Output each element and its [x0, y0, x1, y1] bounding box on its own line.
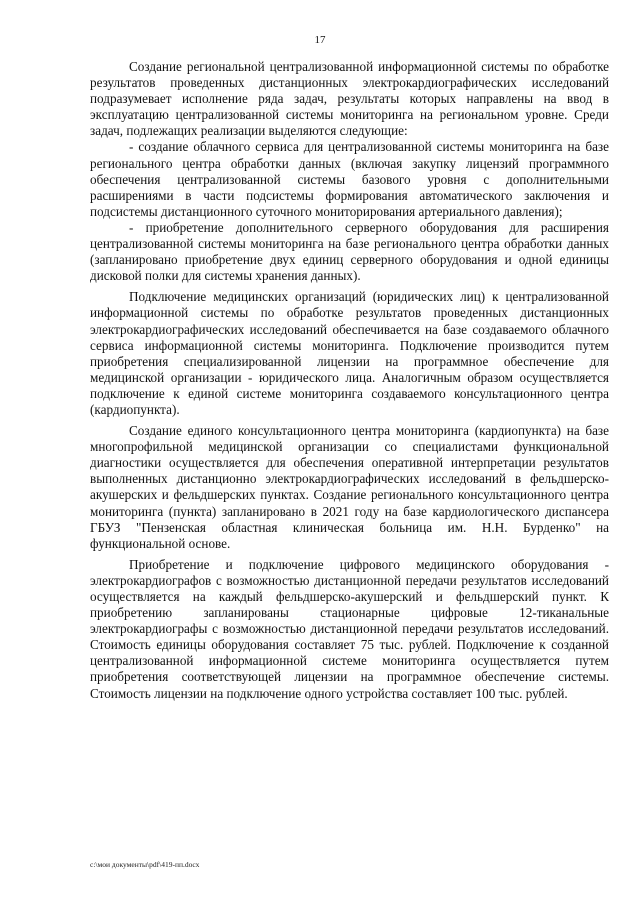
- document-body: [90, 59, 609, 707]
- paragraph-equipment-purchase: Приобретение и подключение цифрового медицинского оборудования - электрокардиографов с возможностью дистанционной передачи результатов исследований осуществляется на каждый фельдшерско-акушерский и фельдшерский пункт. К приобретению запланированы стационарные цифровые 12-тиканальные электрокардиографы с возможностью дистанционной передачи результатов исследований. Стоимость единицы оборудования составляет 75 тыс. рублей. Подключение к созданной централизованной информационной системе мониторинга осуществляется путем приобретения соответствующей лицензии на программное обеспечение системы. Стоимость лицензии на подключение одного устройства составляет 100 тыс. рублей.: [90, 556, 609, 701]
- paragraph-intro: Создание региональной централизованной информационной системы по обработке результатов проведенных дистанционных электрокардиографических исследований подразумевает исполнение ряда задач, результаты которых направлены на ввод в эксплуатацию централизованной системы мониторинга на региональном уровне. Среди задач, подлежащих реализации выделяются следующие:: [90, 59, 609, 139]
- page-number: 17: [314, 34, 326, 46]
- file-path-footer: c:\мои документы\pdf\419-пп.docx: [90, 860, 200, 869]
- paragraph-task-server-equipment: - приобретение дополнительного серверного оборудования для расширения централизованной системы мониторинга на базе регионального центра обработки данных (запланировано приобретение двух единиц серверного оборудования и одной единицы дисковой полки для системы хранения данных).: [90, 219, 609, 284]
- paragraph-task-cloud-service: - создание облачного сервиса для централизованной системы мониторинга на базе регионального центра обработки данных (включая закупку лицензий программного обеспечения централизованной системы базового уровня с дополнительными расширениями в части подсистемы формирования автоматического заключения и подсистемы дистанционного суточного мониторирования артериального давления);: [90, 139, 609, 219]
- paragraph-connection: Подключение медицинских организаций (юридических лиц) к централизованной информационной системы по обработке результатов проведенных дистанционных электрокардиографических исследований обеспечивается на базе создаваемого облачного сервиса информационной системы мониторинга. Подключение производится путем приобретения специализированной лицензии на программное обеспечение для медицинской организации - юридического лица. Аналогичным образом осуществляется подключение к единой системе мониторинга создаваемого консультационного центра (кардиопункта).: [90, 289, 609, 417]
- paragraph-consulting-center: Создание единого консультационного центра мониторинга (кардиопункта) на базе многопрофильной медицинской организации со специалистами функциональной диагностики осуществляется для обеспечения оперативной интерпретации результатов выполненных дистанционно электрокардиографических исследований в фельдшерско-акушерских и фельдшерских пунктах. Создание регионального консультационного центра мониторинга (пункта) запланировано в 2021 году на базе кардиологического диспансера ГБУЗ "Пензенская областная клиническая больница им. Н.Н. Бурденко" на функциональной основе.: [90, 423, 609, 551]
